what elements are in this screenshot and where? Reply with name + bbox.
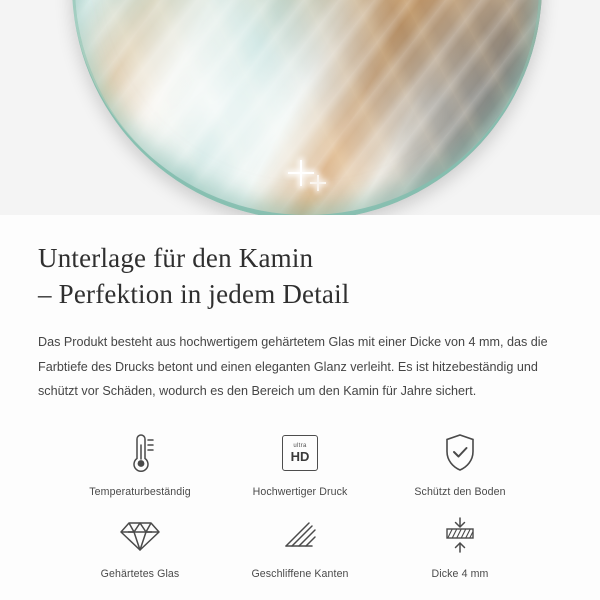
feature-floor-protection <box>380 430 540 498</box>
ultra-hd-icon <box>282 430 318 476</box>
glass-plate-graphic <box>72 0 542 215</box>
feature-label: Temperaturbeständig <box>89 485 191 498</box>
feature-thickness <box>380 512 540 580</box>
polished-edges-icon <box>278 512 322 558</box>
headline-line-2: – Perfektion in jedem Detail <box>38 278 350 309</box>
thermometer-icon <box>120 430 160 476</box>
headline-line-1: Unterlage für den Kamin <box>38 243 314 273</box>
description-paragraph: Das Produkt besteht aus hochwertigem gehärtetem Glas mit einer Dicke von 4 mm, das die Farbtiefe des Drucks betont und einen eleganten Glanz verleiht. Es ist hitzebeständig und schützt vor Schäden, wodurch es den Bereich um den Kamin für Jahre sichert. <box>38 335 548 399</box>
feature-polished-edges <box>220 512 380 580</box>
diamond-icon <box>118 512 162 558</box>
feature-tempered-glass <box>60 512 220 580</box>
feature-label: Geschliffene Kanten <box>251 567 349 580</box>
hero-image <box>0 0 600 215</box>
feature-label: Schützt den Boden <box>414 485 506 498</box>
ultra-hd-badge-bottom: HD <box>290 448 310 464</box>
feature-high-quality-print <box>220 430 380 498</box>
thickness-icon <box>438 512 482 558</box>
feature-grid <box>38 430 562 580</box>
shield-check-icon <box>440 430 480 476</box>
feature-label: Dicke 4 mm <box>431 567 489 580</box>
feature-temperature-resistant <box>60 430 220 498</box>
page-title <box>38 241 562 312</box>
text-content <box>0 215 600 580</box>
feature-label: Gehärtetes Glas <box>100 567 180 580</box>
feature-label: Hochwertiger Druck <box>252 485 348 498</box>
ultra-hd-badge-top: ultra <box>293 442 307 449</box>
